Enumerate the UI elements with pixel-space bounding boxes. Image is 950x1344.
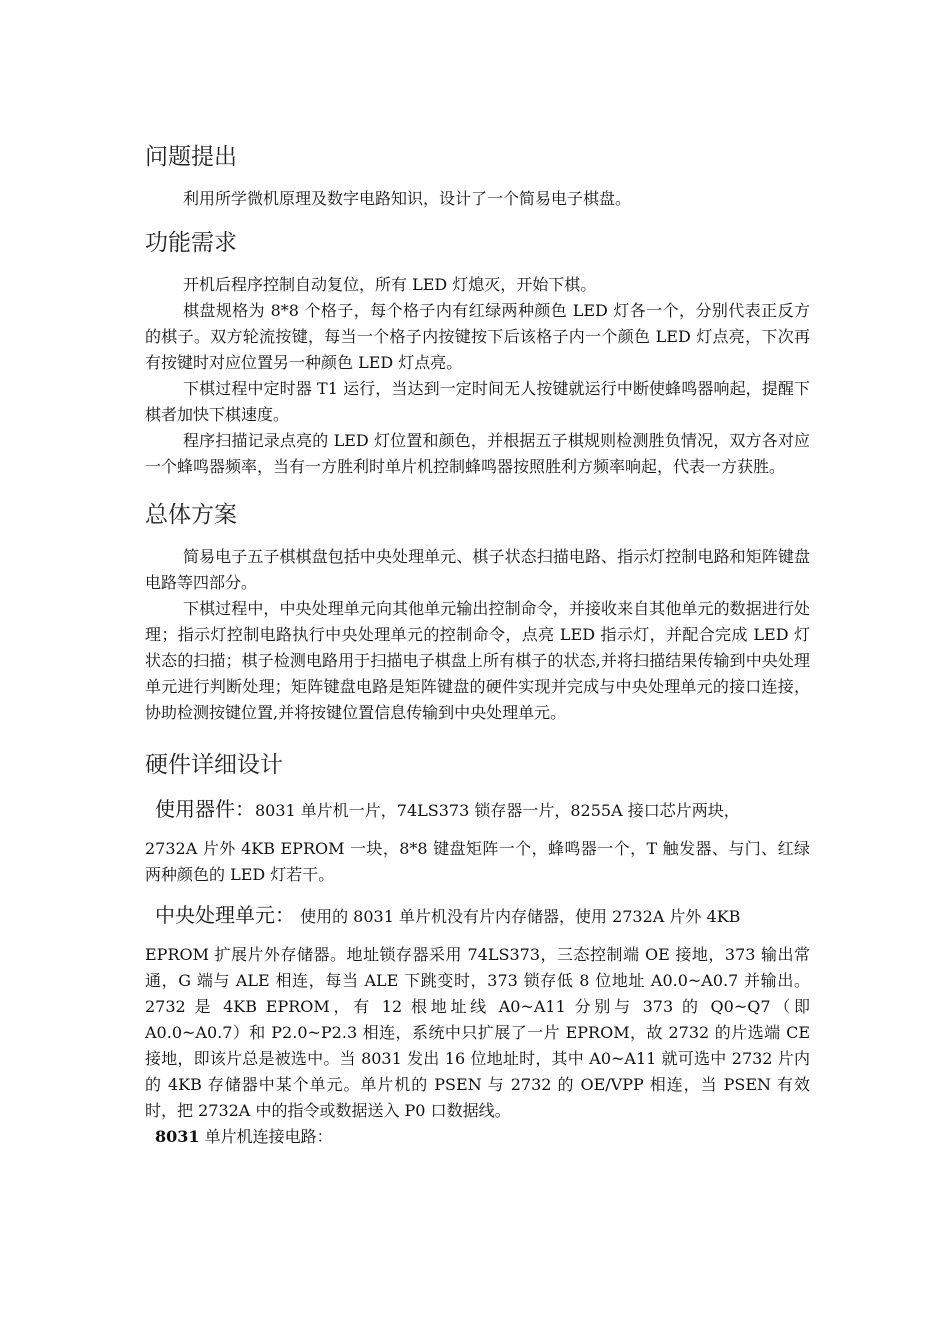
overall-plan-paragraph-1: 简易电子五子棋棋盘包括中央处理单元、棋子状态扫描电路、指示灯控制电路和矩阵键盘电路等四部分。: [145, 547, 810, 592]
devices-first-line: 8031 单片机一片，74LS373 锁存器一片，8255A 接口芯片两块，: [255, 801, 740, 820]
devices-rest: 2732A 片外 4KB EPROM 一块，8*8 键盘矩阵一个，蜂鸣器一个，T 触发器、与门、红绿两种颜色的 LED 灯若干。: [145, 839, 810, 884]
requirements-paragraph-3: 下棋过程中定时器 T1 运行，当达到一定时间无人按键就运行中断使蜂鸣器响起，提醒下棋者加快下棋速度。: [145, 379, 810, 424]
circuit-label: [145, 1124, 810, 1150]
requirements-paragraph-1: 开机后程序控制自动复位，所有 LED 灯熄灭，开始下棋。: [183, 275, 597, 294]
section-heading-hardware: 硬件详细设计: [145, 752, 283, 778]
document-page: [145, 140, 810, 1150]
cpu-rest: EPROM 扩展片外存储器。地址锁存器采用 74LS373，三态控制端 OE 接地，373 输出常通，G 端与 ALE 相连，每当 ALE 下跳变时，373 锁存低 8 位地址 A0.0~A0.7 并输出。2732 是 4KB EPROM，有 12 根地址线 A0~A11 分别与 373 的 Q0~Q7（即 A0.0~A0.7）和 P2.0~P2.3 相连，系统中只扩展了一片 EPROM，故 2732 的片选端 CE 接地，即该片总是被选中。当 8031 发出 16 位地址时，其中 A0~A11 就可选中 2732 片内的 4KB 存储器中某个单元。单片机的 PSEN 与 2732 的 OE/VPP 相连，当 PSEN 有效时，把 2732A 中的指令或数据送入 P0 口数据线。: [145, 945, 810, 1120]
circuit-label-bold: 8031: [155, 1127, 200, 1146]
section-heading-problem: 问题提出: [145, 144, 237, 170]
problem-paragraph: 利用所学微机原理及数字电路知识，设计了一个简易电子棋盘。: [183, 189, 632, 208]
cpu-block: [145, 898, 810, 1124]
section-heading-overall-plan: 总体方案: [145, 502, 237, 528]
cpu-label: 中央处理单元：: [155, 903, 295, 927]
devices-block: [145, 792, 810, 888]
section-heading-requirements: 功能需求: [145, 230, 237, 256]
overall-plan-paragraph-2: 下棋过程中，中央处理单元向其他单元输出控制命令，并接收来自其他单元的数据进行处理；指示灯控制电路执行中央处理单元的控制命令，点亮 LED 指示灯，并配合完成 LED 灯状态的扫描；棋子检测电路用于扫描电子棋盘上所有棋子的状态,并将扫描结果传输到中央处理单元进行判断处理；矩阵键盘电路是矩阵键盘的硬件实现并完成与中央处理单元的接口连接，协助检测按键位置,并将按键位置信息传输到中央处理单元。: [145, 599, 810, 722]
requirements-paragraph-2: 棋盘规格为 8*8 个格子，每个格子内有红绿两种颜色 LED 灯各一个，分别代表正反方的棋子。双方轮流按键，每当一个格子内按键按下后该格子内一个颜色 LED 灯点亮，下次再有按键时对应位置另一种颜色 LED 灯点亮。: [145, 301, 810, 372]
devices-label: 使用器件：: [155, 797, 255, 821]
circuit-label-text: 单片机连接电路：: [199, 1127, 333, 1146]
requirements-paragraph-4: 程序扫描记录点亮的 LED 灯位置和颜色，并根据五子棋规则检测胜负情况，双方各对应一个蜂鸣器频率，当有一方胜利时单片机控制蜂鸣器按照胜利方频率响起，代表一方获胜。: [145, 431, 810, 476]
cpu-first-line: 使用的 8031 单片机没有片内存储器，使用 2732A 片外 4KB: [295, 907, 741, 926]
